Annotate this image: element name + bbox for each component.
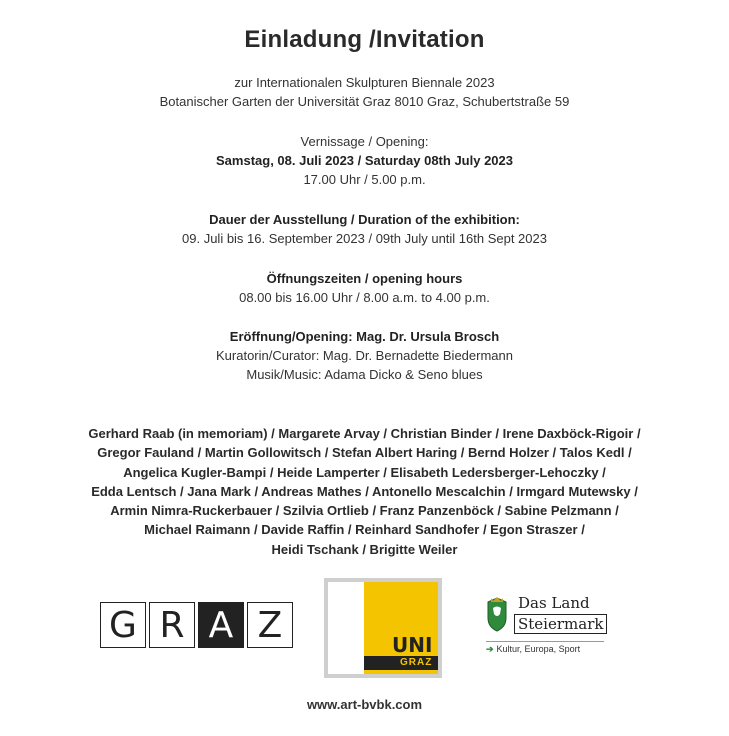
- hours-block: [0, 269, 729, 307]
- page-title: Einladung /Invitation: [244, 26, 485, 53]
- land-line1: Das Land: [518, 594, 590, 612]
- graz-logo-letter: A: [198, 602, 244, 648]
- arrow-right-icon: ➔: [486, 644, 494, 654]
- graz-logo-letter: R: [149, 602, 195, 648]
- opening-date: Samstag, 08. Juli 2023 / Saturday 08th July 2023: [216, 153, 513, 168]
- intro-line1: zur Internationalen Skulpturen Biennale 2023: [234, 75, 495, 90]
- artist-line: Armin Nimra-Ruckerbauer / Szilvia Ortlieb / Franz Panzenböck / Sabine Pelzmann /: [110, 503, 619, 519]
- graz-logo-letter: Z: [247, 602, 293, 648]
- curator-line: Kuratorin/Curator: Mag. Dr. Bernadette Biedermann: [216, 348, 513, 363]
- artist-line: Angelica Kugler-Bampi / Heide Lamperter / Elisabeth Ledersberger-Lehoczky /: [123, 464, 606, 480]
- opening-time: 17.00 Uhr / 5.00 p.m.: [303, 172, 426, 187]
- artist-list: [20, 424, 709, 559]
- steiermark-logo: [484, 594, 614, 664]
- music-line: Musik/Music: Adama Dicko & Seno blues: [246, 367, 483, 382]
- duration-block: [0, 210, 729, 248]
- steiermark-panther-shield-icon: [484, 596, 510, 632]
- uni-graz-logo: [324, 578, 442, 678]
- hours-times: 08.00 bis 16.00 Uhr / 8.00 a.m. to 4.00 p.m.: [239, 290, 490, 305]
- opening-label: Vernissage / Opening:: [300, 134, 429, 149]
- intro-line2: Botanischer Garten der Universität Graz 8010 Graz, Schubertstraße 59: [159, 94, 570, 109]
- artist-line: Michael Raimann / Davide Raffin / Reinhard Sandhofer / Egon Straszer /: [144, 522, 585, 538]
- artist-line: Gregor Fauland / Martin Gollowitsch / Stefan Albert Haring / Bernd Holzer / Talos Kedl /: [97, 445, 632, 461]
- artist-line: Gerhard Raab (in memoriam) / Margarete Arvay / Christian Binder / Irene Daxböck-Rigoir /: [88, 426, 641, 441]
- graz-logo-text: GRAZ: [400, 657, 433, 668]
- land-line2: Steiermark: [514, 614, 607, 634]
- artist-line: Heidi Tschank / Brigitte Weiler: [271, 541, 458, 557]
- duration-label: Dauer der Ausstellung / Duration of the exhibition:: [209, 212, 520, 227]
- hours-label: Öffnungszeiten / opening hours: [266, 271, 463, 286]
- intro-block: [0, 73, 729, 111]
- website-url: www.art-bvbk.com: [306, 697, 423, 712]
- opener-line: Eröffnung/Opening: Mag. Dr. Ursula Brosch: [229, 329, 500, 344]
- opening-block: [0, 132, 729, 189]
- graz-logo-letter: G: [100, 602, 146, 648]
- artist-line: Edda Lentsch / Jana Mark / Andreas Mathes / Antonello Mescalchin / Irmgard Mutewsky /: [91, 483, 638, 499]
- people-block: [0, 327, 729, 384]
- uni-logo-text: UNI: [392, 633, 433, 657]
- land-tagline: Kultur, Europa, Sport: [496, 644, 581, 654]
- duration-dates: 09. Juli bis 16. September 2023 / 09th July until 16th Sept 2023: [182, 231, 547, 246]
- graz-logo: [100, 602, 297, 650]
